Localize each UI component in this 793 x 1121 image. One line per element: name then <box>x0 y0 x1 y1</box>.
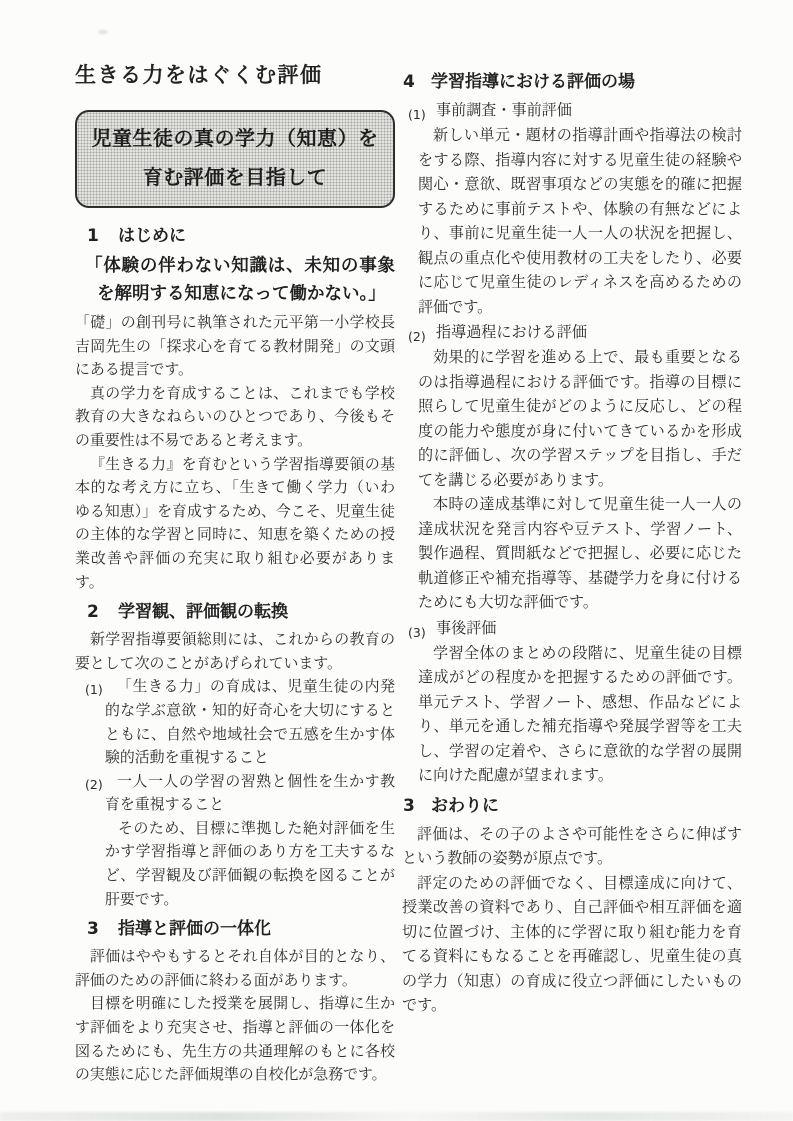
section-heading-2 <box>75 600 395 625</box>
section-title: はじめに <box>118 226 186 246</box>
section-title: 学習観、評価観の転換 <box>118 602 288 623</box>
section-heading-owarini <box>402 794 742 819</box>
paragraph: 学習全体のまとめの段階に、児童生徒の目標達成がどの程度かを把握するための評価です。単元テスト、学習ノート、感想、作品などにより、単元を通した補充指導や発展学習等を工夫し、学習の定着や、さらに意欲的な学習の展開に向けた配慮が望まれます。 <box>418 643 742 784</box>
section-number: 3 <box>403 795 415 816</box>
list-marker: (1) <box>408 107 426 122</box>
paragraph: 評価は、その子のよさや可能性をさらに伸ばすという教師の姿勢が原点です。 <box>402 824 742 867</box>
paragraph: そのため、目標に準拠した絶対評価を生かす学習指導と評価のあり方を工夫するなど、学習観及び評価観の転換を図ることが肝要です。 <box>105 818 395 908</box>
list-marker: (3) <box>408 624 426 640</box>
section-heading-4 <box>402 70 742 95</box>
paragraph: 真の学力を育成することは、これまでも学校教育の大きなねらいのひとつであり、今後もその重要性は不易であると考えます。 <box>75 383 395 449</box>
subsection-title: 事後評価 <box>436 618 497 637</box>
list-item-text: 一人一人の学習の習熟と個性を生かす教育を重視すること <box>105 771 395 814</box>
right-column <box>402 64 742 1018</box>
subsection-heading <box>402 616 742 641</box>
document-title: 生きる力をはぐくむ評価 <box>75 63 323 87</box>
subsection-heading <box>402 98 742 123</box>
section-title: おわりに <box>431 795 499 816</box>
left-column <box>75 60 395 1087</box>
section-number: 2 <box>87 602 99 623</box>
paragraph: 評定のための評価でなく、目標達成に向けて、授業改善の資料であり、自己評価や相互評価を適切に位置づけ、主体的に学習に取り組む能力を育てる資料にもなることを再確認し、児童生徒の真の学力（知恵）の育成に役立つ評価にしたいものです。 <box>402 873 742 1014</box>
section-number: 4 <box>403 72 415 92</box>
section-title: 指導と評価の一体化 <box>118 919 271 940</box>
section-heading-3 <box>75 917 395 942</box>
paragraph: 新しい単元・題材の指導計画や指導法の検討をする際、指導内容に対する児童生徒の経験や関心・意欲、既習事項などの実態を的確に把握するために事前テストや、体験の有無などにより、事前に児童生徒一人一人の状況を把握し、観点の重点化や使用教材の工夫をしたり、必要に応じて児童生徒のレディネスを高めるための評価です。 <box>418 126 742 316</box>
opening-quote: 「体験の伴わない知識は、未知の事象を解明する知恵になって働かない。」 <box>85 256 395 304</box>
subsection-title: 事前調査・事前評価 <box>436 101 572 119</box>
list-marker: (2) <box>408 329 426 344</box>
section-number: 3 <box>87 919 99 940</box>
list-item <box>75 675 395 769</box>
subsection-title: 指導過程における評価 <box>436 323 587 341</box>
list-marker: (2) <box>85 776 103 792</box>
paragraph: 評価はややもするとそれ自体が目的となり、評価のための評価に終わる面があります。 <box>75 947 395 989</box>
paragraph: 「礎」の創刊号に執筆された元平第一小学校長吉岡先生の「探求心を育てる教材開発」の文頭にある提言です。 <box>75 313 395 379</box>
subsection-heading <box>402 320 742 345</box>
section-number: 1 <box>87 226 99 246</box>
list-item <box>75 770 395 817</box>
paragraph: 本時の達成基準に対して児童生徒一人一人の達成状況を発言内容や豆テスト、学習ノート、製作過程、質問紙などで把握し、必要に応じた軌道修正や補充指導等、基礎学力を身に付けるためにも大切な評価です。 <box>418 495 742 611</box>
list-item-text: 「生きる力」の育成は、児童生徒の内発的な学ぶ意欲・知的好奇心を大切にするとともに、自然や地域社会で五感を生かす体験的活動を重視すること <box>105 677 395 767</box>
paragraph: 効果的に学習を進める上で、最も重要となるのは指導過程における評価です。指導の目標に照らして児童生徒がどのように反応し、どの程度の能力や態度が身に付いてきているかを形成的に評価し、次の学習ステップを目指し、手だてを講じる必要があります。 <box>418 348 742 489</box>
title-box <box>75 110 395 208</box>
scan-artifact-bottom-edge <box>0 1112 793 1121</box>
paragraph: 目標を明確にした授業を展開し、指導に生かす評価をより充実させ、指導と評価の一体化を図るためにも、先生方の共通理解のもとに各校の実態に応じた評価規準の自校化が急務です。 <box>75 994 395 1084</box>
scan-artifact-speck <box>98 30 108 34</box>
paragraph: 新学習指導要領総則には、これからの教育の要として次のことがあげられています。 <box>75 630 395 672</box>
paragraph: 『生きる力』を育むという学習指導要領の基本的な考え方に立ち、「生きて働く学力（いわゆる知恵）」を育成するため、今こそ、児童生徒の主体的な学習と同時に、知恵を築くための授業改善や評価の充実に取り組む必要があります。 <box>75 454 395 591</box>
list-marker: (1) <box>85 682 103 698</box>
section-heading-1 <box>75 224 395 249</box>
section-title: 学習指導における評価の場 <box>431 72 635 92</box>
title-box-line2: 育む評価を目指して <box>142 165 328 189</box>
title-box-line1: 児童生徒の真の学力（知恵）を <box>91 126 379 150</box>
